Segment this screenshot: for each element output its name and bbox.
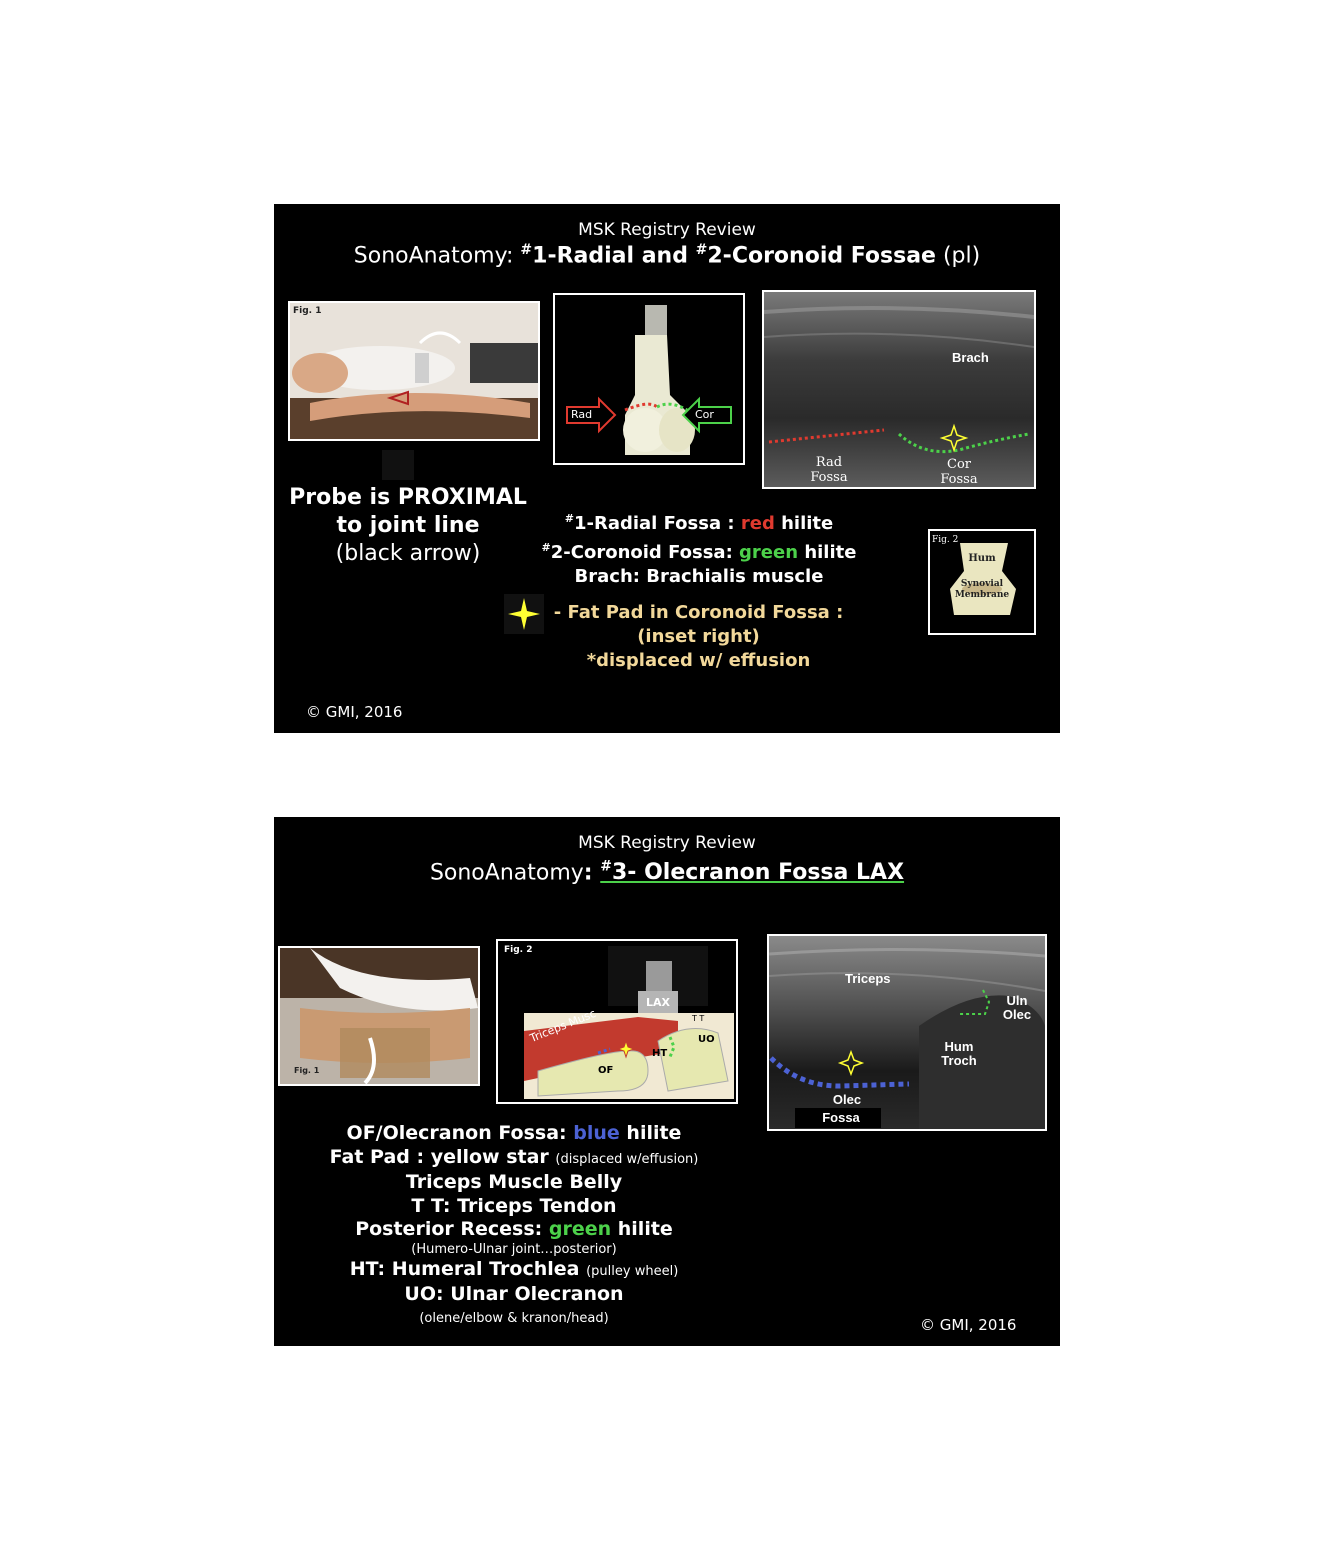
inset-syn-line2: Membrane	[954, 590, 1010, 600]
title-colon: :	[583, 860, 601, 886]
of-pre: OF/Olecranon Fossa:	[346, 1122, 574, 1144]
copyright: © GMI, 2016	[920, 1316, 1017, 1334]
us-cor-fossa-label	[934, 457, 984, 487]
hum-line2: Troch	[941, 1053, 977, 1068]
recess-color-word: green	[548, 1218, 612, 1240]
coronoid-post: hilite	[798, 542, 857, 563]
coronoid-hash: #	[541, 541, 551, 554]
radial-hash: #	[564, 512, 574, 525]
recess-post: hilite	[611, 1218, 673, 1240]
coronoid-legend-line	[514, 536, 884, 565]
us-triceps-label: Triceps	[845, 971, 891, 986]
fat-pad-text	[546, 601, 851, 673]
rad-label-line2: Fossa	[810, 470, 848, 485]
ht-pre: HT: Humeral Trochlea	[349, 1257, 587, 1280]
us-brach-label: Brach	[952, 350, 989, 365]
uln-line1: Uln	[1006, 993, 1028, 1008]
radial-post: hilite	[774, 513, 834, 534]
recess-pre: Posterior Recess:	[355, 1218, 549, 1240]
us-uln-olec-label	[997, 994, 1037, 1022]
us-hum-troch-label	[937, 1040, 981, 1068]
title-part2: 2-Coronoid Fossae	[707, 243, 936, 269]
uln-line2: Olec	[1002, 1007, 1032, 1022]
coronoid-pre: 2-Coronoid Fossa:	[550, 542, 740, 563]
radial-legend-line	[514, 507, 884, 536]
title-prefix: SonoAnatomy	[429, 860, 584, 886]
hum-line1: Hum	[944, 1039, 974, 1054]
patient-photo-prone	[278, 946, 480, 1086]
diag-of-label: OF	[598, 1065, 614, 1076]
humerus-illustration	[555, 295, 743, 463]
ht-legend-line	[294, 1258, 734, 1284]
rad-label-line1: Rad	[815, 455, 843, 470]
ultrasound-olecranon	[767, 934, 1047, 1131]
fig1-label: Fig. 1	[294, 1066, 320, 1075]
inset-hum-label: Hum	[968, 553, 996, 564]
distal-humerus-diagram	[553, 293, 745, 465]
probe-line2: to joint line	[336, 513, 480, 538]
coronoid-color-word: green	[739, 542, 799, 563]
uo-line: UO: Ulnar Olecranon	[404, 1283, 624, 1305]
recess-legend-line	[294, 1218, 734, 1242]
probe-position-text	[276, 484, 540, 568]
slide-radial-coronoid	[274, 204, 1060, 733]
slide-olecranon-fossa	[274, 817, 1060, 1346]
fatpad-line3: *displaced w/ effusion	[586, 650, 811, 671]
triceps-belly-line: Triceps Muscle Belly	[405, 1171, 623, 1193]
of-post: hilite	[619, 1122, 682, 1144]
probe-lax-label: LAX	[645, 996, 670, 1009]
inset-fig-label: Fig. 2	[932, 535, 959, 545]
fat-pre: Fat Pad : yellow star	[329, 1145, 556, 1168]
tt-line: T T: Triceps Tendon	[411, 1194, 617, 1217]
probe-line1: Probe is PROXIMAL	[289, 485, 527, 510]
patient-photo-supine	[288, 301, 540, 441]
title-part1: 1-Radial and	[532, 243, 696, 269]
olecranon-legend	[294, 1122, 734, 1331]
title-hash: #	[520, 242, 533, 258]
uo-small: (olene/elbow & kranon/head)	[419, 1310, 609, 1326]
cor-label-line2: Fossa	[940, 472, 978, 487]
title-hash: #	[695, 242, 708, 258]
of-legend-line	[294, 1122, 734, 1146]
synovial-inset	[928, 529, 1036, 635]
radial-color-word: red	[740, 513, 775, 534]
inset-synovial-label	[930, 579, 1034, 601]
fig2-label: Fig. 2	[504, 945, 533, 955]
us-olec-label: Olec	[832, 1092, 862, 1107]
us-fossa-label: Fossa	[822, 1110, 860, 1125]
probe-line3: (black arrow)	[335, 541, 481, 566]
cor-arrow-label: Cor	[695, 408, 714, 421]
ultrasound-illustration	[769, 936, 1045, 1129]
radial-pre: 1-Radial Fossa :	[573, 513, 741, 534]
fig1-label: Fig. 1	[293, 306, 322, 316]
star-icon	[504, 594, 544, 634]
fossa-legend	[514, 507, 884, 589]
rad-arrow-label: Rad	[571, 408, 593, 421]
title-suffix: (pl)	[935, 243, 981, 269]
title-main: 3- Olecranon Fossa LAX	[611, 860, 905, 886]
cor-label-line1: Cor	[947, 457, 971, 472]
fat-small: (displaced w/effusion)	[555, 1151, 699, 1167]
header-top: MSK Registry Review	[578, 220, 756, 240]
title-hash: #	[600, 859, 612, 875]
slide-title	[274, 859, 1060, 885]
slide-title	[274, 242, 1060, 268]
prone-photo-illustration	[280, 948, 478, 1084]
copyright: © GMI, 2016	[306, 703, 403, 721]
diag-triceps-label: Triceps Musc	[528, 1006, 598, 1046]
title-prefix: SonoAnatomy:	[353, 243, 521, 269]
brach-legend-line: Brach: Brachialis muscle	[574, 566, 824, 587]
diag-ht-label: HT	[652, 1048, 668, 1059]
fatpad-line1: - Fat Pad in Coronoid Fossa :	[553, 602, 844, 623]
patient-photo-illustration	[290, 303, 538, 439]
olecranon-diagram	[496, 939, 738, 1104]
diag-uo-label: UO	[698, 1034, 715, 1045]
us-rad-fossa-label	[804, 455, 854, 485]
recess-small: (Humero-Ulnar joint…posterior)	[411, 1241, 617, 1257]
ultrasound-radial-coronoid	[762, 290, 1036, 489]
black-arrow-marker	[382, 450, 414, 480]
diag-tt-label: T T	[692, 1014, 705, 1023]
of-color-word: blue	[573, 1122, 620, 1144]
fatpad-line2: (inset right)	[637, 626, 760, 647]
fat-legend-line	[294, 1146, 734, 1172]
ht-small: (pulley wheel)	[586, 1263, 679, 1279]
inset-syn-line1: Synovial	[960, 579, 1004, 589]
header-top: MSK Registry Review	[578, 833, 756, 853]
